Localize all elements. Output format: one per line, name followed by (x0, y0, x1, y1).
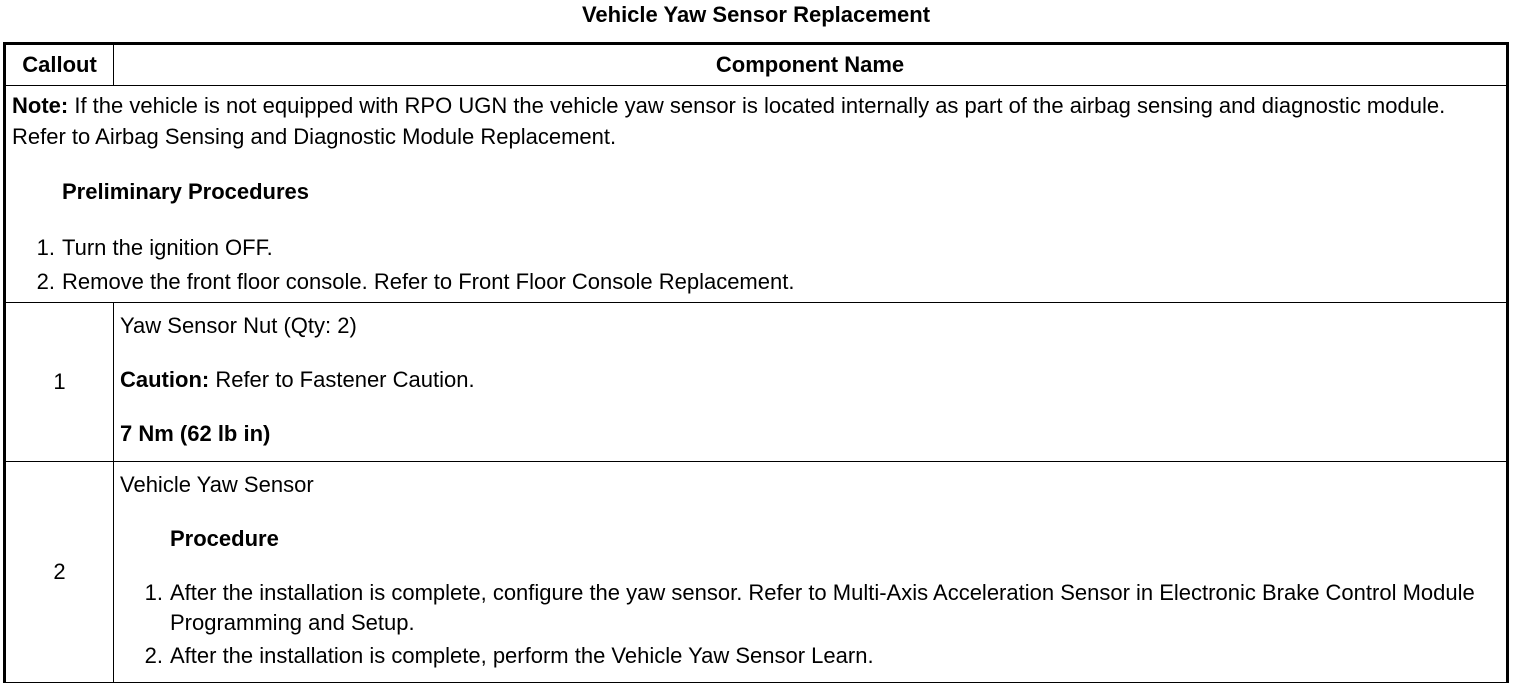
note-text: If the vehicle is not equipped with RPO UGN the vehicle yaw sensor is located internally as part of the airbag sensing and diagnostic module. Refer to Airbag Sensing and Diagnostic Module Replacement. (12, 93, 1446, 149)
preliminary-heading: Preliminary Procedures (62, 179, 310, 204)
list-item (144, 641, 1500, 671)
torque-spec: 7 Nm (62 lb in) (120, 421, 271, 446)
step-number: 2. (36, 269, 55, 294)
step-text: After the installation is complete, perform the Vehicle Yaw Sensor Learn. (170, 643, 874, 668)
preliminary-steps (12, 231, 1500, 299)
note-cell (6, 86, 1507, 303)
note-row (6, 86, 1507, 303)
step-number: 2. (144, 643, 163, 668)
procedure-heading: Procedure (170, 526, 279, 551)
component-name-header: Component Name (114, 45, 1507, 86)
caution-paragraph (120, 365, 1500, 395)
step-text: After the installation is complete, configure the yaw sensor. Refer to Multi-Axis Acceleration Sensor in Electronic Brake Control Module Programming and Setup. (170, 580, 1475, 635)
note-label: Note: (12, 93, 69, 118)
callout-number: 1 (6, 303, 114, 462)
procedure-table (5, 44, 1507, 683)
step-text: Turn the ignition OFF. (62, 235, 273, 260)
caution-text: Refer to Fastener Caution. (209, 367, 475, 392)
table-header-row (6, 45, 1507, 86)
note-paragraph (12, 90, 1500, 152)
procedure-steps (120, 578, 1500, 671)
step-number: 1. (144, 580, 163, 605)
step-number: 1. (36, 235, 55, 260)
callout-number: 2 (6, 462, 114, 683)
step-text: Remove the front floor console. Refer to Front Floor Console Replacement. (62, 269, 795, 294)
table-row (6, 303, 1507, 462)
list-item (36, 265, 1500, 299)
page-title: Vehicle Yaw Sensor Replacement (581, 2, 931, 27)
caution-label: Caution: (120, 367, 210, 392)
list-item (36, 231, 1500, 265)
callout-header: Callout (6, 45, 114, 86)
component-cell (114, 462, 1507, 683)
component-name: Vehicle Yaw Sensor (120, 472, 314, 497)
list-item (144, 578, 1500, 638)
table-row (6, 462, 1507, 683)
component-name: Yaw Sensor Nut (Qty: 2) (120, 313, 357, 338)
component-cell (114, 303, 1507, 462)
